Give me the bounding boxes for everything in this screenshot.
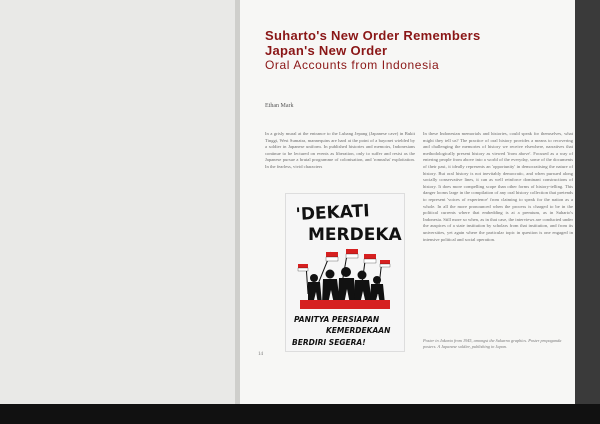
poster-line-3: BERDIRI SEGERA! <box>292 338 366 347</box>
left-page <box>0 0 237 404</box>
poster-headline-2: MERDEKA <box>308 225 402 245</box>
figure-caption: Poster in Jakarta from 1945, amongst the Sukarno graphics. Poster propaganda posters. A Japanese soldier, publishing in Japan. <box>423 338 562 349</box>
title-line-2: Japan's New Order <box>265 43 388 58</box>
title-line-3: Oral Accounts from Indonesia <box>265 58 440 72</box>
poster-line-1: PANITYA PERSIAPAN <box>294 315 380 324</box>
poster-headline-1: 'DEKATI <box>295 201 371 225</box>
next-page-edge <box>575 0 600 404</box>
poster-red-bar <box>300 300 390 309</box>
propaganda-poster <box>285 193 405 352</box>
page-number: 14 <box>258 352 263 357</box>
poster-line-2: KEMERDEKAAN <box>326 326 391 335</box>
poster-crowd <box>308 267 385 304</box>
author-name: Ethan Mark <box>265 103 294 109</box>
body-column-1: In a grisly mural at the entrance to the Lubang Jepang (Japanese cave) in Bukit Tinggi, West Sumatra, mannequins are hard at the point of a bayonet wielded by a soldier in Japanese uniform. In published histories and memoirs, Indonesians continue to be lectured on events as liberation, only to suffer and resist as the Japanese pursue a brutal programme of colonisation, and 'romusha' exploitation. In the fearless, vivid characters <box>265 131 415 169</box>
background-surface <box>0 404 600 424</box>
body-column-2: In these Indonesian memorials and histories, could speak for themselves, what might they tell us? The practice of oral history provides a means to recovering and challenging the memories of history we receive elsewhere, narratives that methodologically present history as viewed 'from above'. Focused as a way of entering people from above into a world of the everyday, some of the documents of their past, it ideally represents an 'opportunity' in democratising the nature of history. But oral history is not inevitably democratic, and when pursued along socially conservative lines, it can as well reinforce dominant constructions of history. It does more compelling scope than other forms of history-telling. This danger looms large in the compilation of any oral history collection that pretends to represent 'voices of experience' from claiming to speak for the nation as a whole. In all the more pronounced when the process is charged to be in the political currents where that embedding is at a premium, as in Suharto's Indonesia. Still more so when, as in that case, the interviews are conducted under the auspices of a state institution by scholars from that institution, and from its universities, yet again where the particular topic in question is one engaged in intensive political and social operation. <box>423 131 573 242</box>
article-title <box>265 28 565 73</box>
title-line-1: Suharto's New Order Remembers <box>265 28 481 43</box>
